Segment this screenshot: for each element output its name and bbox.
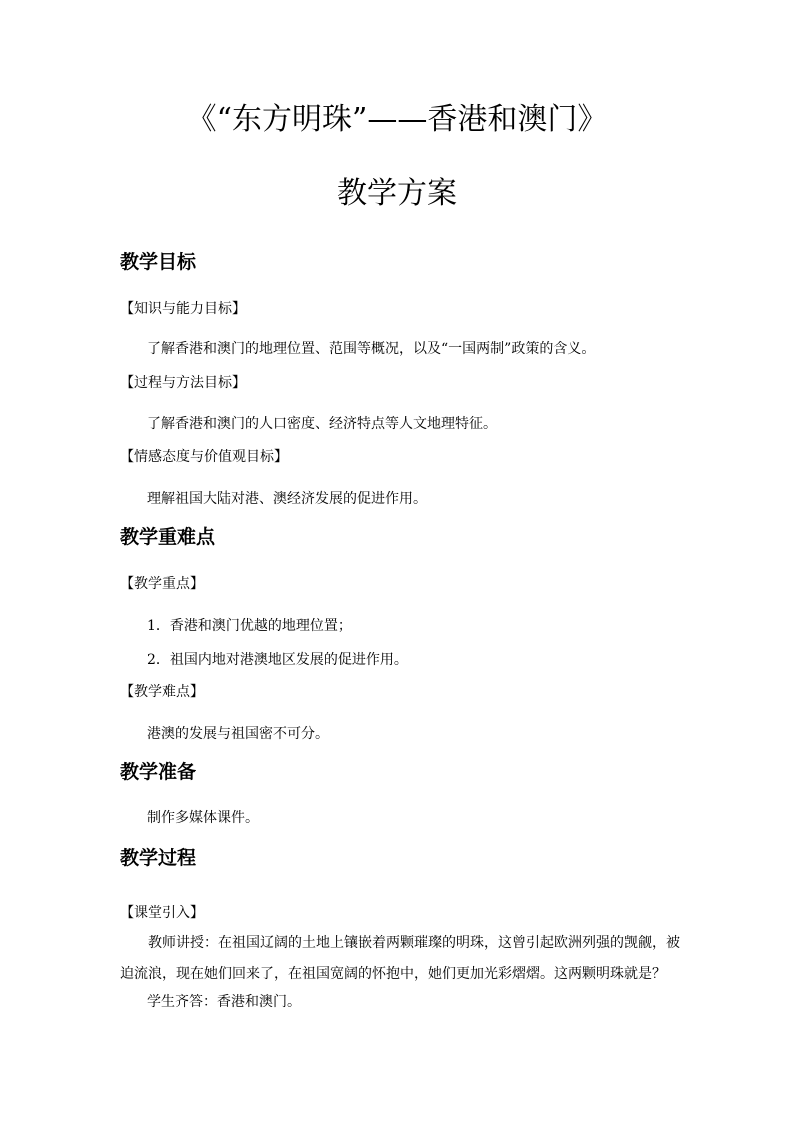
label-process-goal: 【过程与方法目标】 (120, 375, 246, 391)
section-heading-process: 教学过程 (120, 847, 197, 869)
text-preparation: 制作多媒体课件。 (147, 810, 259, 826)
document-title: 《“东方明珠”——香港和澳门》 (186, 102, 608, 137)
label-knowledge-goal: 【知识与能力目标】 (120, 301, 246, 317)
text-knowledge-goal: 了解香港和澳门的地理位置、范围等概况，以及“一国两制”政策的含义。 (147, 341, 596, 357)
list-item-focus-1: 1．香港和澳门优越的地理位置； (147, 618, 352, 634)
text-teacher-lecture: 教师讲授：在祖国辽阔的土地上镶嵌着两颗璀璨的明珠，这曾引起欧洲列强的觊觎，被迫流浪，现在她们回来了，在祖国宽阔的怀抱中，她们更加光彩熠熠。这两颗明珠就是？ (120, 935, 680, 982)
section-heading-goals: 教学目标 (120, 251, 197, 273)
text-student-answer: 学生齐答：香港和澳门。 (147, 994, 301, 1010)
text-process-goal: 了解香港和澳门的人口密度、经济特点等人文地理特征。 (147, 416, 497, 432)
list-item-focus-2: 2．祖国内地对港澳地区发展的促进作用。 (147, 652, 408, 668)
label-emotion-goal: 【情感态度与价值观目标】 (120, 449, 288, 465)
section-heading-preparation: 教学准备 (120, 761, 197, 783)
label-teaching-focus: 【教学重点】 (120, 576, 204, 592)
label-teaching-difficulty: 【教学难点】 (120, 684, 204, 700)
text-emotion-goal: 理解祖国大陆对港、澳经济发展的促进作用。 (147, 491, 427, 507)
label-class-intro: 【课堂引入】 (120, 905, 204, 921)
section-heading-key-points: 教学重难点 (120, 526, 216, 548)
document-subtitle: 教学方案 (337, 176, 457, 211)
text-teaching-difficulty: 港澳的发展与祖国密不可分。 (147, 726, 329, 742)
